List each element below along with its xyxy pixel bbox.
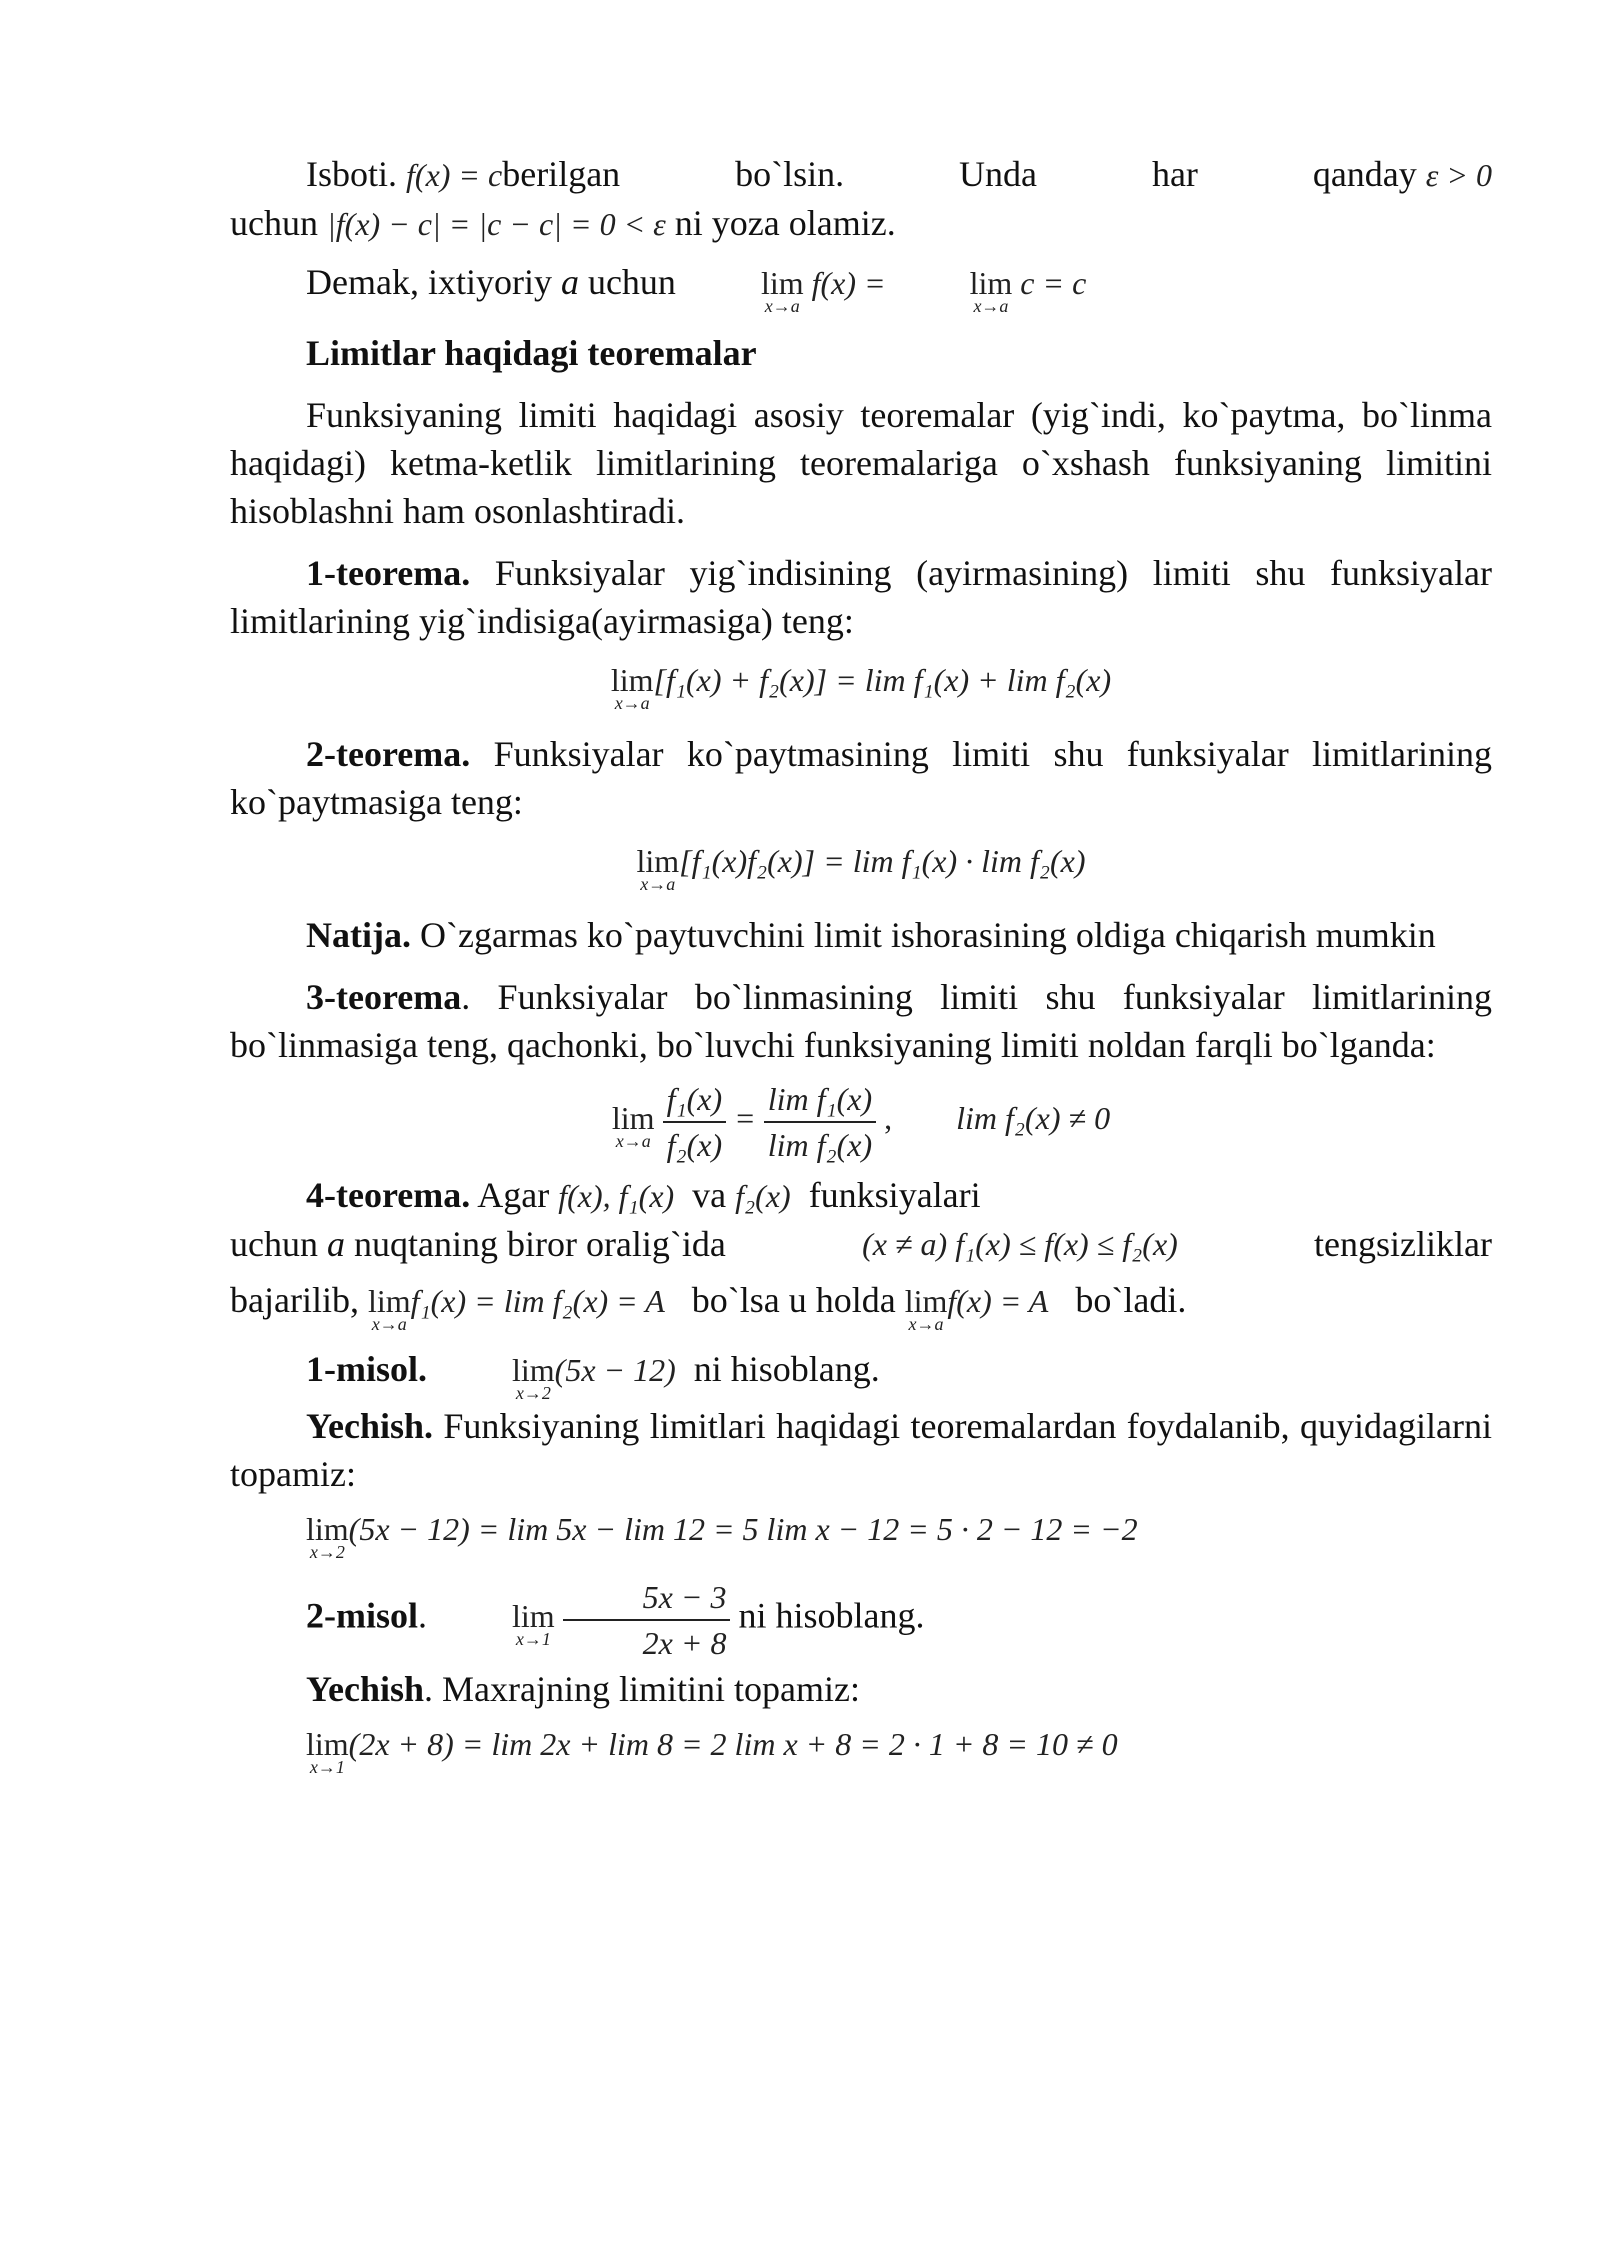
corollary: Natija. O`zgarmas ko`paytuvchini limit ishorasining oldiga chiqarish mumkin xyxy=(306,915,1436,955)
example-1-solution: Yechish. Funksiyaning limitlari haqidagi teoremalardan foydalanib, quyidagilarni topamiz: xyxy=(230,1406,1493,1494)
word: Unda xyxy=(959,154,1038,194)
example-1: 1-misol. lim x→2 (5x − 12) ni hisoblang. xyxy=(306,1349,880,1403)
formula-lim-const: lim x→a f(x) = lim x→a c = c xyxy=(760,265,1087,316)
formula-f-eq-c: f(x) = c xyxy=(406,157,503,193)
intro-paragraph: Funksiyaning limiti haqidagi asosiy teoremalar (yig`indi, ko`paytma, bo`linma haqidagi) ketma-ketlik limitlarining teoremalariga o`xshash funksiyaning limitini hisoblashni ham osonlashtiradi. xyxy=(230,395,1492,531)
document-page xyxy=(230,150,1492,1790)
word: har xyxy=(1151,154,1198,194)
proof-line-1 xyxy=(230,150,1492,199)
theorem-2: 2-teorema. Funksiyalar ko`paytmasining limiti shu funksiyalar limitlarining ko`paytmasiga teng: xyxy=(230,734,1492,822)
demak-line: Demak, ixtiyoriy a uchun lim x→a f(x) = lim x→a c = c xyxy=(306,262,1087,316)
theorem-3: 3-teorema. Funksiyalar bo`linmasining limiti shu funksiyalar limitlarining bo`linmasiga teng, qachonki, bo`luvchi funksiyaning limiti noldan farqli bo`lganda: xyxy=(230,977,1492,1065)
theorem-2-formula: lim x→a [f₁(x)f₂(x)] = lim f₁(x) · lim f₂(x) xyxy=(636,843,1086,894)
theorem-1-formula: lim x→a [f₁(x) + f₂(x)] = lim f₁(x) + lim f₂(x) xyxy=(610,662,1112,713)
proof-line-2: uchun |f(x) − c| = |c − c| = 0 < ε ni yoza olamiz. xyxy=(230,203,896,243)
formula-abs: |f(x) − c| = |c − c| = 0 < ε xyxy=(326,206,666,242)
theorem-4-line-1: 4-teorema. Agar f(x), f₁(x) va f₂(x) funksiyalari xyxy=(306,1175,981,1215)
theorem-1: 1-teorema. Funksiyalar yig`indisining (ayirmasining) limiti shu funksiyalar limitlarining yig`indisiga(ayirmasiga) teng: xyxy=(230,553,1492,641)
example-2: 2-misol. lim x→1 $\frac{5x - 3}{2x + 8}$ ni hisoblang. xyxy=(230,1575,1492,1665)
section-heading: Limitlar haqidagi teoremalar xyxy=(306,333,757,373)
word-with-formula: qanday ε > 0 xyxy=(1312,154,1492,194)
example-1-calc: lim x→2 (5x − 12) = lim 5x − lim 12 = 5 lim x − 12 = 5 · 2 − 12 = −2 xyxy=(306,1511,1138,1562)
theorem-4-line-2: uchun a nuqtaning biror oralig`ida (x ≠ a) f₁(x) ≤ f(x) ≤ f₂(x) tengsizliklar xyxy=(230,1224,1492,1264)
proof-lead: Isboti. f(x) = cberilgan xyxy=(306,154,621,194)
formula-eps: ε > 0 xyxy=(1425,157,1492,193)
example-2-solution: Yechish. Maxrajning limitini topamiz: xyxy=(306,1669,860,1709)
example-2-calc: lim x→1 (2x + 8) = lim 2x + lim 8 = 2 lim x + 8 = 2 · 1 + 8 = 10 ≠ 0 xyxy=(306,1726,1118,1777)
theorem-4-line-3: bajarilib, lim x→a f₁(x) = lim f₂(x) = A bo`lsa u holda lim x→a f(x) = A bo`ladi. xyxy=(230,1280,1187,1334)
theorem-3-formula: lim x→a $\frac{\text{f₁(x)}}{\text{f₂(x)}}$ = $\frac{\text{lim f₁(x)}}{\text{lim f₂(x)}}$ , lim f₂(x) ≠ 0 xyxy=(230,1077,1492,1167)
word: bo`lsin. xyxy=(735,154,845,194)
